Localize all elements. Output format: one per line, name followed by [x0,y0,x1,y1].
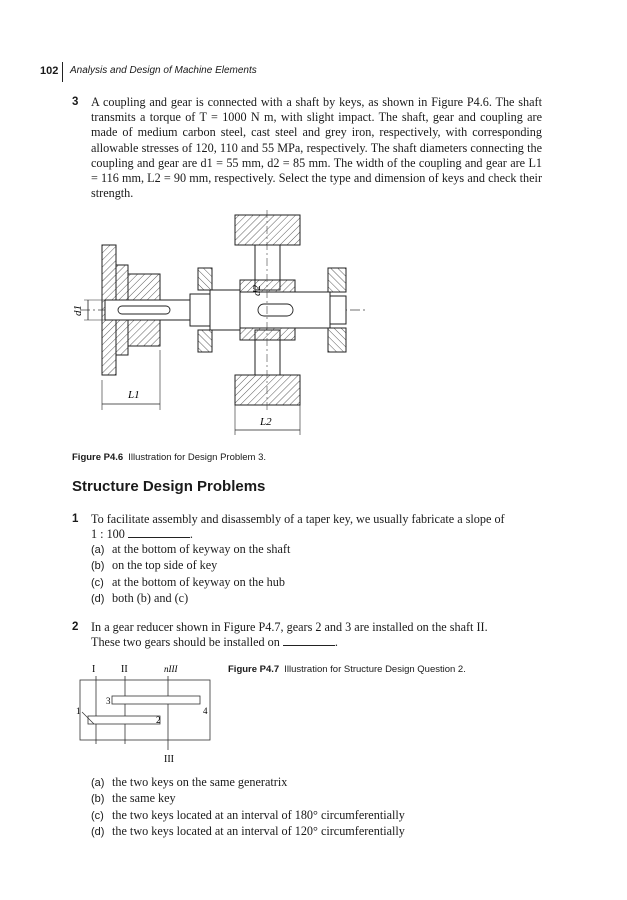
option-c [91,808,405,824]
option-text: at the bottom of keyway on the hub [112,574,285,589]
label-l2: L2 [260,416,272,428]
question-stem-2: These two gears should be installed on [91,635,280,650]
page-number: 102 [40,65,59,77]
option-letter: (b) [91,560,105,573]
label-d2: d2 [251,285,263,296]
problem-number: 3 [72,96,79,108]
question-stem-2: 1 : 100 [91,527,125,542]
option-text: on the top side of key [112,558,218,573]
label-gear-2: 2 [156,715,161,725]
question-number: 1 [72,513,79,525]
label-n3: nIII [164,664,178,674]
question-stem: In a gear reducer shown in Figure P4.7, gears 2 and 3 are installed on the shaft II. [91,620,488,634]
figure-p4-7-caption [228,664,466,675]
figure-p4-7-drawing [72,660,217,765]
label-shaft-ii: II [121,664,128,675]
caption-text: Illustration for Design Problem 3. [128,452,267,463]
option-text: the same key [112,791,176,806]
option-letter: (c) [91,809,104,822]
label-shaft-iii: III [164,754,174,765]
caption-label: Figure P4.7 [228,664,280,675]
label-gear-4: 4 [203,706,208,716]
option-text: both (b) and (c) [112,590,189,605]
figure-p4-6-drawing [60,210,380,440]
question-2-options [91,775,405,840]
caption-label: Figure P4.6 [72,452,124,463]
option-letter: (b) [91,793,105,806]
option-letter: (c) [91,576,104,589]
option-a [91,542,290,558]
label-d1: d1 [72,305,84,316]
header-divider [62,62,63,82]
option-letter: (d) [91,592,105,605]
stem-end: . [334,635,338,650]
option-text: the two keys on the same generatrix [112,775,288,789]
structure-question-1 [72,512,542,542]
label-l1: L1 [128,389,140,401]
problem-text: A coupling and gear is connected with a shaft by keys, as shown in Figure P4.6. The shaft transmits a torque of T = 1000 N m, with slight impact. The shaft, gear and coupling are made of medium carbon steel, cast steel and grey iron, respectively, with corresponding allowable stresses of 120, 110 and 55 MPa, respectively. The shaft diameters connecting the coupling and gear are d1 = 55 mm, d2 = 85 mm. The width of the coupling and gear are L1 = 116 mm, L2 = 90 mm, respectively. Select the type and dimension of keys and check their strength. [91,95,542,201]
question-stem: To facilitate assembly and disassembly of a taper key, we usually fabricate a slope of [91,512,505,526]
section-title: Structure Design Problems [72,478,266,495]
label-gear-3: 3 [106,696,111,706]
option-letter: (a) [91,777,105,789]
question-1-options [91,542,290,607]
option-b [91,558,290,574]
label-shaft-i: I [92,664,96,675]
option-a [91,775,405,791]
option-b [91,791,405,807]
option-d [91,591,290,607]
structure-question-2 [72,620,542,650]
option-text: at the bottom of keyway on the shaft [112,542,291,556]
option-letter: (d) [91,825,105,838]
answer-blank [128,527,190,538]
option-letter: (a) [91,544,105,556]
answer-blank [283,635,335,646]
option-text: the two keys located at an interval of 180° circumferentially [112,807,405,822]
option-c [91,575,290,591]
book-title: Analysis and Design of Machine Elements [70,65,257,76]
option-text: the two keys located at an interval of 120° circumferentially [112,823,405,838]
caption-text: Illustration for Structure Design Question 2. [284,664,466,675]
question-number: 2 [72,621,79,633]
stem-end: . [189,527,193,542]
figure-p4-6-caption [72,452,266,463]
design-problem-3 [72,95,542,201]
option-d [91,824,405,840]
label-gear-1: 1 [76,706,81,716]
